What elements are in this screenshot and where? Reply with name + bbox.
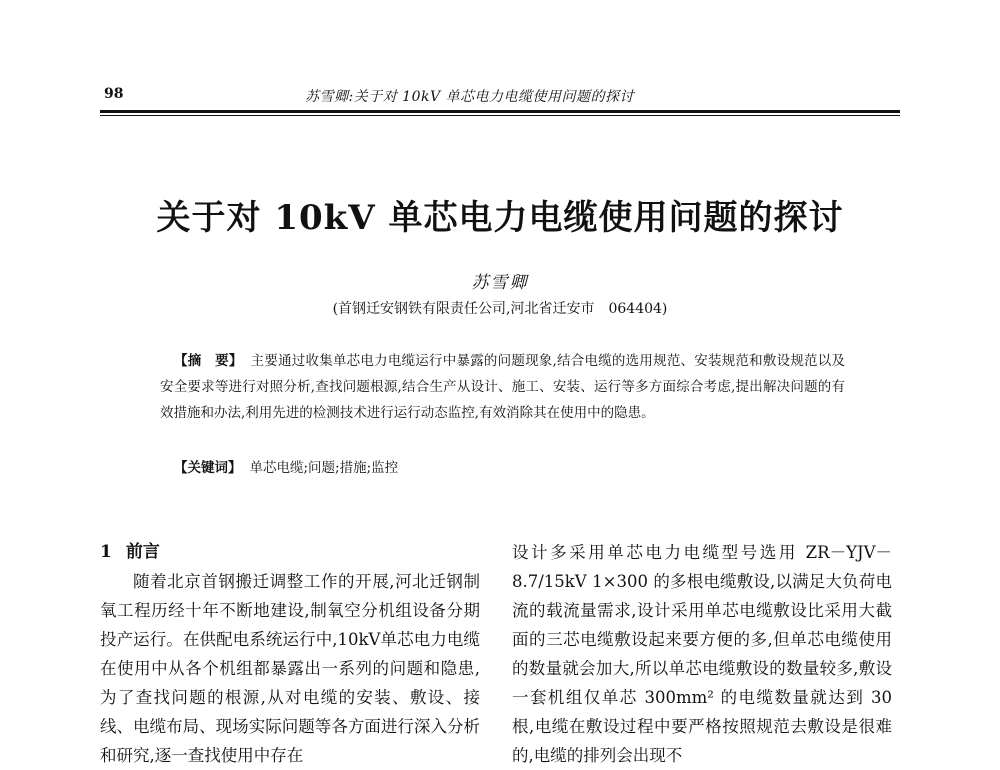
header-rule-thin — [100, 115, 900, 116]
article-title: 关于对 10kV 单芯电力电缆使用问题的探讨 — [156, 198, 844, 238]
running-header — [100, 86, 900, 108]
author-affiliation: (首钢迁安钢铁有限责任公司,河北省迁安市 064404) — [332, 301, 668, 317]
abstract-text: 主要通过收集单芯电力电缆运行中暴露的问题现象,结合电缆的选用规范、安装规范和敷设规范以及安全要求等进行对照分析,查找问题根源,结合生产从设计、施工、安装、运行等多方面综合考虑,提出解决问题的有效措施和办法,利用先进的检测技术进行运行动态监控,有效消除其在使用中的隐患。 — [160, 353, 846, 421]
right-column — [512, 538, 892, 770]
abstract-label: 【摘 要】 — [174, 353, 243, 369]
running-title: 苏雪卿:关于对 10kV 单芯电力电缆使用问题的探讨 — [305, 89, 635, 105]
continued-paragraph: 设计多采用单芯电力电缆型号选用 ZR－YJV－8.7/15kV 1×300 的多根电缆敷设,以满足大负荷电流的载流量需求,设计采用单芯电缆敷设比采用大截面的三芯电缆敷设起来要方便的多,但单芯电缆使用的数量就会加大,所以单芯电缆敷设的数量较多,敷设一套机组仅单芯 300mm² 的电缆数量就达到 30 根,电缆在敷设过程中要严格按照规范去敷设是很难的,电缆的排列会出现不 — [512, 543, 892, 765]
left-column — [100, 538, 480, 770]
abstract-block — [160, 348, 845, 426]
keywords-block — [174, 456, 854, 476]
keywords-label: 【关键词】 — [174, 460, 242, 476]
page-number: 98 — [104, 86, 124, 102]
author-name: 苏雪卿 — [471, 273, 529, 293]
keywords-text: 单芯电缆;问题;措施;监控 — [249, 460, 399, 476]
intro-paragraph: 随着北京首钢搬迁调整工作的开展,河北迁钢制氧工程历经十年不断地建设,制氧空分机组设备分期投产运行。在供配电系统运行中,10kV单芯电力电缆在使用中从各个机组都暴露出一系列的问题和隐患,为了查找问题的根源,从对电缆的安装、敷设、接线、电缆布局、现场实际问题等各方面进行深入分析和研究,逐一查找使用中存在 — [100, 572, 480, 765]
header-rule-thick — [100, 110, 900, 113]
section-number: 1 — [100, 542, 112, 562]
section-title: 前言 — [125, 542, 160, 562]
section-heading — [100, 538, 480, 567]
